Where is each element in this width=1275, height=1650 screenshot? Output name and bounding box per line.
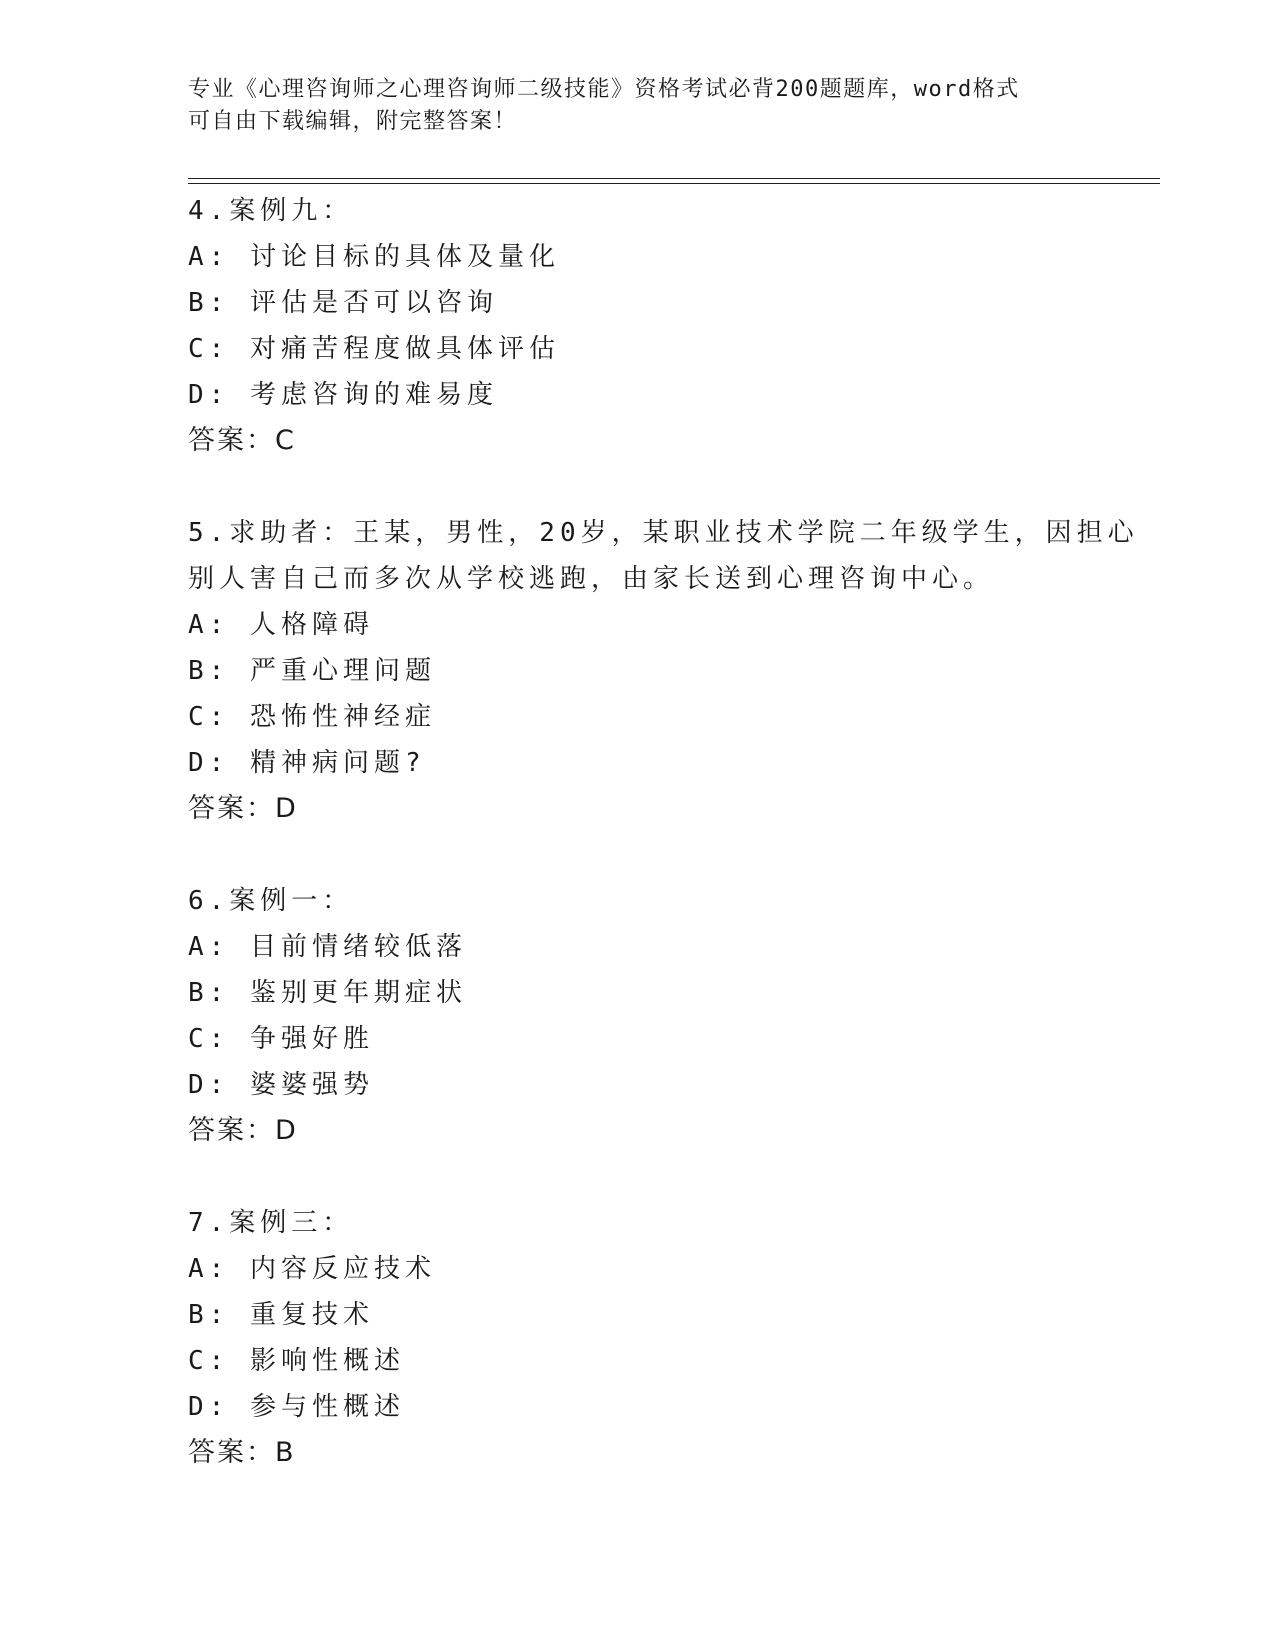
document-header	[188, 74, 1088, 138]
option-a: A: 内容反应技术	[188, 1254, 436, 1284]
header-divider-bottom	[188, 183, 1160, 184]
option-c: C: 恐怖性神经症	[188, 702, 436, 732]
option-a: A: 目前情绪较低落	[188, 932, 467, 962]
option-b: B: 鉴别更年期症状	[188, 978, 467, 1008]
option-b: B: 评估是否可以咨询	[188, 288, 498, 318]
option-d: D: 考虑咨询的难易度	[188, 380, 498, 410]
header-title-line-2: 可自由下载编辑，附完整答案！	[188, 109, 518, 134]
option-c: C: 争强好胜	[188, 1024, 374, 1054]
answer: 答案：D	[188, 1115, 298, 1146]
answer: 答案：C	[188, 425, 296, 456]
option-c: C: 影响性概述	[188, 1346, 405, 1376]
question-6	[188, 878, 1088, 1154]
option-c: C: 对痛苦程度做具体评估	[188, 334, 560, 364]
question-7	[188, 1200, 1088, 1476]
option-a: A: 讨论目标的具体及量化	[188, 242, 560, 272]
question-stem-continued: 别人害自己而多次从学校逃跑，由家长送到心理咨询中心。	[188, 564, 995, 594]
question-4	[188, 188, 1088, 464]
question-stem: 7.案例三：	[188, 1208, 354, 1238]
option-b: B: 严重心理问题	[188, 656, 436, 686]
question-stem: 5.求助者：王某，男性，20岁，某职业技术学院二年级学生，因担心	[188, 518, 1139, 548]
answer: 答案：D	[188, 793, 298, 824]
option-d: D: 参与性概述	[188, 1392, 405, 1422]
header-title-line-1: 专业《心理咨询师之心理咨询师二级技能》资格考试必背200题题库，word格式	[188, 77, 1020, 102]
question-stem: 6.案例一：	[188, 886, 354, 916]
answer: 答案：B	[188, 1437, 296, 1468]
question-list	[188, 188, 1139, 1522]
question-5	[188, 510, 1139, 832]
option-d: D: 精神病问题?	[188, 748, 426, 778]
header-divider-top	[188, 178, 1160, 179]
option-b: B: 重复技术	[188, 1300, 374, 1330]
question-stem: 4.案例九：	[188, 196, 354, 226]
option-d: D: 婆婆强势	[188, 1070, 374, 1100]
option-a: A: 人格障碍	[188, 610, 374, 640]
